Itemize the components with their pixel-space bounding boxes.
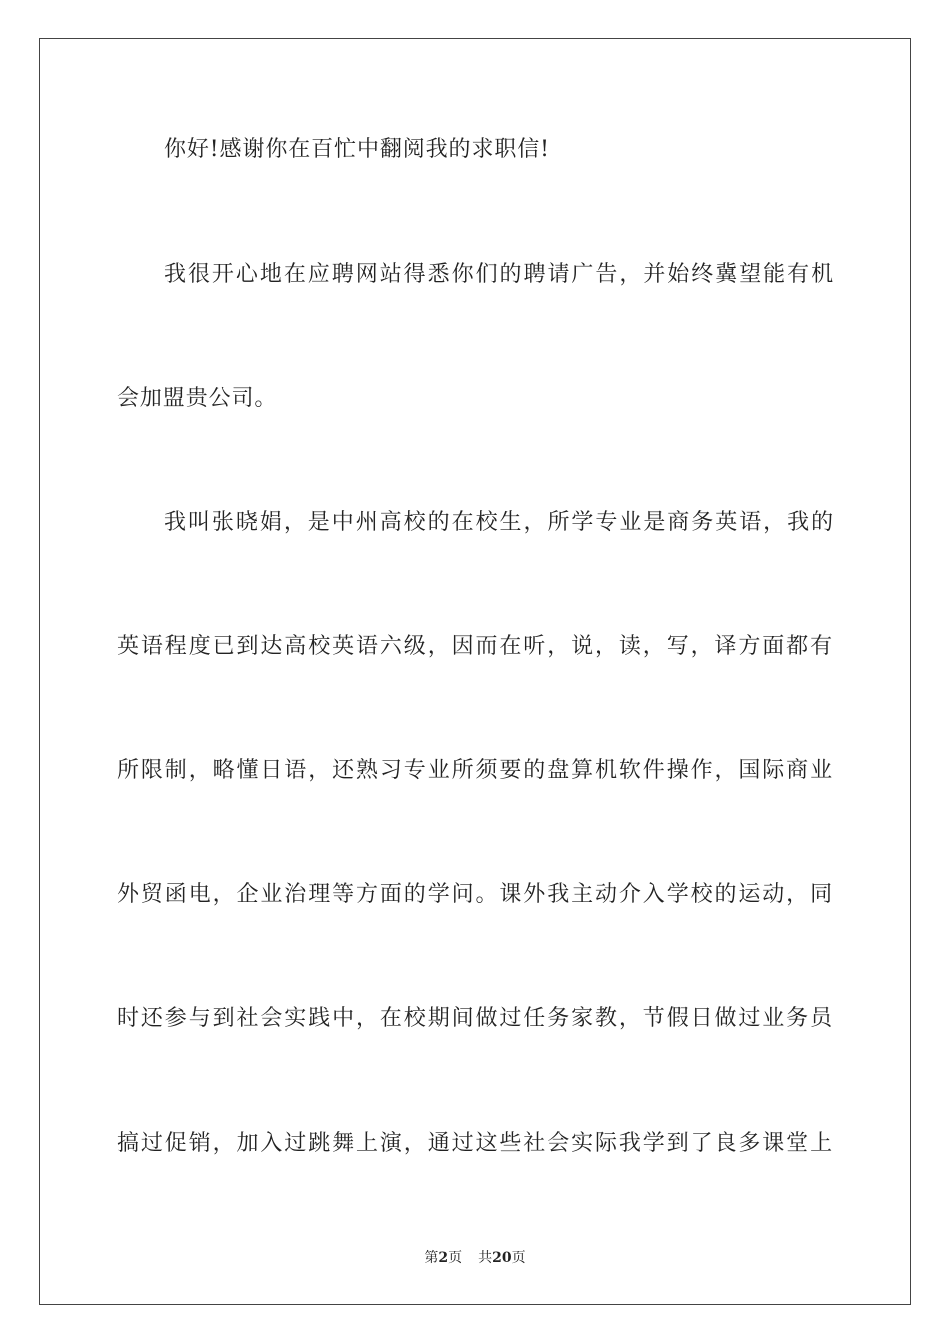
paragraph-2-line-1: 我叫张晓娟，是中州高校的在校生，所学专业是商务英语，我的 [164, 510, 834, 535]
page-number-footer [0, 1248, 950, 1268]
total-prefix: 共 [478, 1250, 493, 1266]
paragraph-2-line-6: 搞过促销，加入过跳舞上演，通过这些社会实际我学到了良多课堂上 [117, 1131, 833, 1156]
greeting-line: 你好!感谢你在百忙中翻阅我的求职信! [164, 137, 550, 162]
page-prefix: 第 [424, 1250, 439, 1266]
total-pages-number: 20 [492, 1250, 512, 1266]
page-border [39, 38, 911, 1305]
paragraph-2-line-5: 时还参与到社会实践中，在校期间做过任务家教，节假日做过业务员 [117, 1006, 833, 1031]
paragraph-1-line-2: 会加盟贵公司。 [117, 386, 278, 411]
current-page-number: 2 [438, 1250, 449, 1266]
paragraph-2-line-2: 英语程度已到达高校英语六级，因而在听，说，读，写，译方面都有 [117, 634, 833, 659]
paragraph-1-line-1: 我很开心地在应聘网站得悉你们的聘请广告，并始终冀望能有机 [164, 262, 834, 287]
paragraph-2-line-3: 所限制，略懂日语，还熟习专业所须要的盘算机软件操作，国际商业 [117, 758, 833, 783]
total-unit: 页 [511, 1250, 526, 1266]
paragraph-2-line-4: 外贸函电，企业治理等方面的学问。课外我主动介入学校的运动，同 [117, 882, 833, 907]
page-unit: 页 [448, 1250, 463, 1266]
